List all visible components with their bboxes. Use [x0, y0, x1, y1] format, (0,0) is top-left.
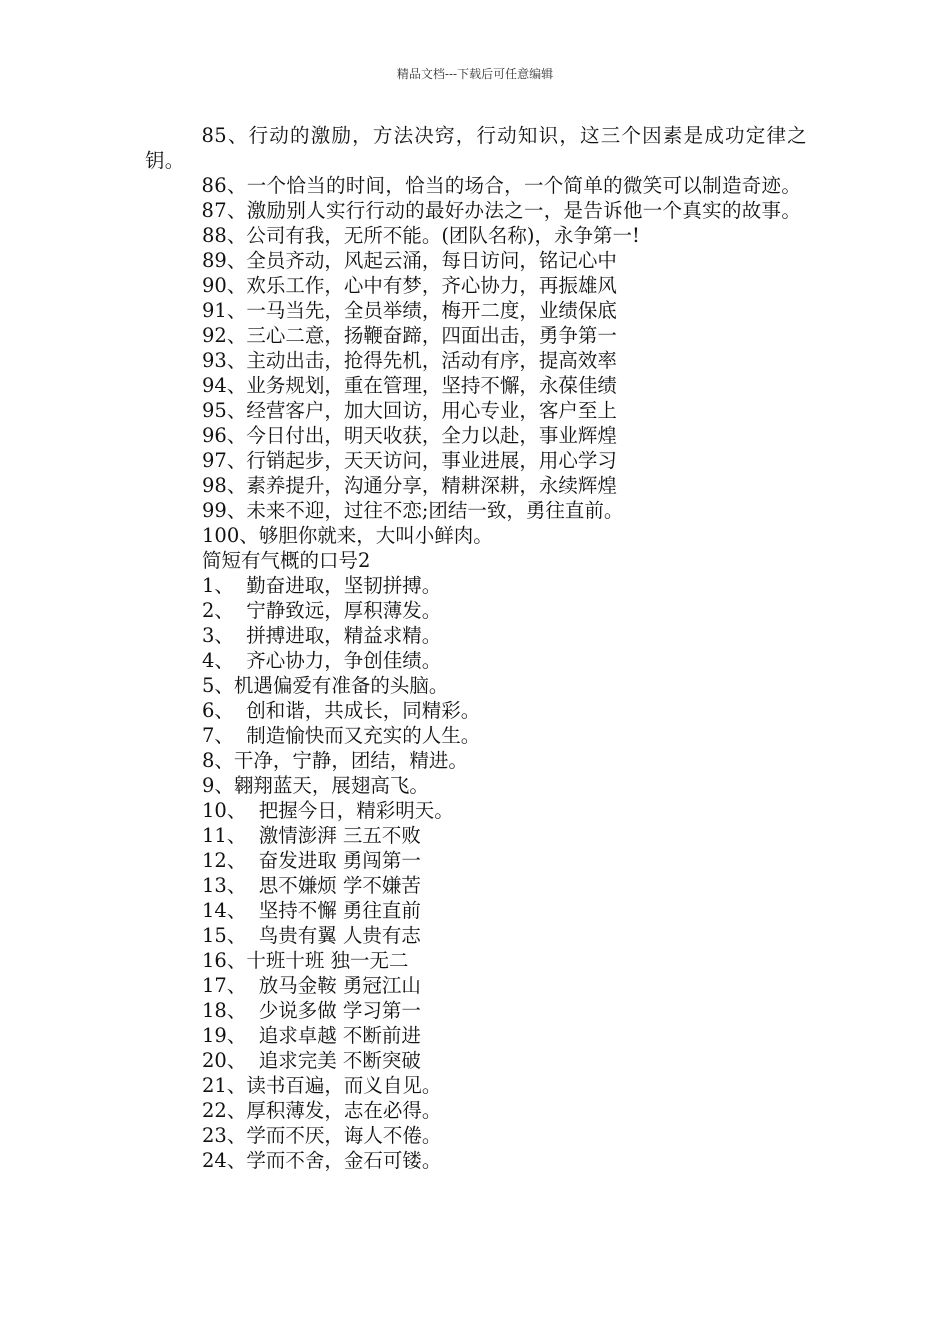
- list-item: 99、未来不迎，过往不恋;团结一致，勇往直前。: [202, 499, 624, 522]
- list-item: 3、 拼搏进取，精益求精。: [202, 624, 442, 647]
- list-item: 22、厚积薄发，志在必得。: [202, 1099, 442, 1122]
- list-item: 97、行销起步，天天访问，事业进展，用心学习: [202, 449, 617, 472]
- slogan-list: [145, 223, 807, 1173]
- paragraph: 86、一个恰当的时间，恰当的场合，一个简单的微笑可以制造奇迹。: [201, 174, 802, 197]
- list-item: 96、今日付出，明天收获，全力以赴，事业辉煌: [202, 424, 617, 447]
- list-item: 5、机遇偏爱有准备的头脑。: [202, 674, 449, 697]
- list-item: 12、 奋发进取 勇闯第一: [202, 849, 421, 872]
- list-item: 13、 思不嫌烦 学不嫌苦: [202, 874, 421, 897]
- list-item: 8、干净，宁静，团结，精进。: [202, 749, 468, 772]
- list-item: 10、 把握今日，精彩明天。: [202, 799, 454, 822]
- list-item: 100、够胆你就来，大叫小鲜肉。: [202, 524, 493, 547]
- list-item: 98、素养提升，沟通分享，精耕深耕，永续辉煌: [202, 474, 617, 497]
- list-item: 1、 勤奋进取，坚韧拼搏。: [202, 574, 442, 597]
- list-item: 91、一马当先，全员举绩，梅开二度，业绩保底: [202, 299, 617, 322]
- list-item: 2、 宁静致远，厚积薄发。: [202, 599, 442, 622]
- list-item: 94、业务规划，重在管理，坚持不懈，永葆佳绩: [202, 374, 617, 397]
- list-item: 90、欢乐工作，心中有梦，齐心协力，再振雄风: [202, 274, 617, 297]
- list-item: 21、读书百遍，而义自见。: [202, 1074, 442, 1097]
- section-title: 简短有气概的口号2: [202, 549, 371, 572]
- list-item: 18、 少说多做 学习第一: [202, 999, 421, 1022]
- document-body: [145, 123, 807, 1173]
- list-item: 23、学而不厌，诲人不倦。: [202, 1124, 442, 1147]
- list-item: 4、 齐心协力，争创佳绩。: [202, 649, 442, 672]
- list-item: 11、 激情澎湃 三五不败: [202, 824, 421, 847]
- list-item: 15、 鸟贵有翼 人贵有志: [202, 924, 421, 947]
- paragraph: 85、行动的激励，方法决窍，行动知识，这三个因素是成功定律之钥。: [145, 124, 807, 172]
- list-item: 95、经营客户，加大回访，用心专业，客户至上: [202, 399, 617, 422]
- list-item: 16、十班十班 独一无二: [202, 949, 409, 972]
- list-item: 17、 放马金鞍 勇冠江山: [202, 974, 421, 997]
- list-item: 14、 坚持不懈 勇往直前: [202, 899, 421, 922]
- list-item: 93、主动出击，抢得先机，活动有序，提高效率: [202, 349, 617, 372]
- list-item: 89、全员齐动，风起云涌，每日访问，铭记心中: [202, 249, 617, 272]
- list-item: 6、 创和谐，共成长，同精彩。: [202, 699, 481, 722]
- list-item: 20、 追求完美 不断突破: [202, 1049, 421, 1072]
- list-item: 88、公司有我，无所不能。(团队名称)，永争第一!: [202, 224, 640, 247]
- paragraph: 87、激励别人实行行动的最好办法之一，是告诉他一个真实的故事。: [201, 199, 802, 222]
- list-item: 7、 制造愉快而又充实的人生。: [202, 724, 481, 747]
- page-header: 精品文档---下载后可任意编辑: [396, 67, 554, 81]
- list-item: 19、 追求卓越 不断前进: [202, 1024, 421, 1047]
- list-item: 92、三心二意，扬鞭奋蹄，四面出击，勇争第一: [202, 324, 617, 347]
- list-item: 9、翱翔蓝天，展翅高飞。: [202, 774, 429, 797]
- list-item: 24、学而不舍，金石可镂。: [202, 1149, 442, 1172]
